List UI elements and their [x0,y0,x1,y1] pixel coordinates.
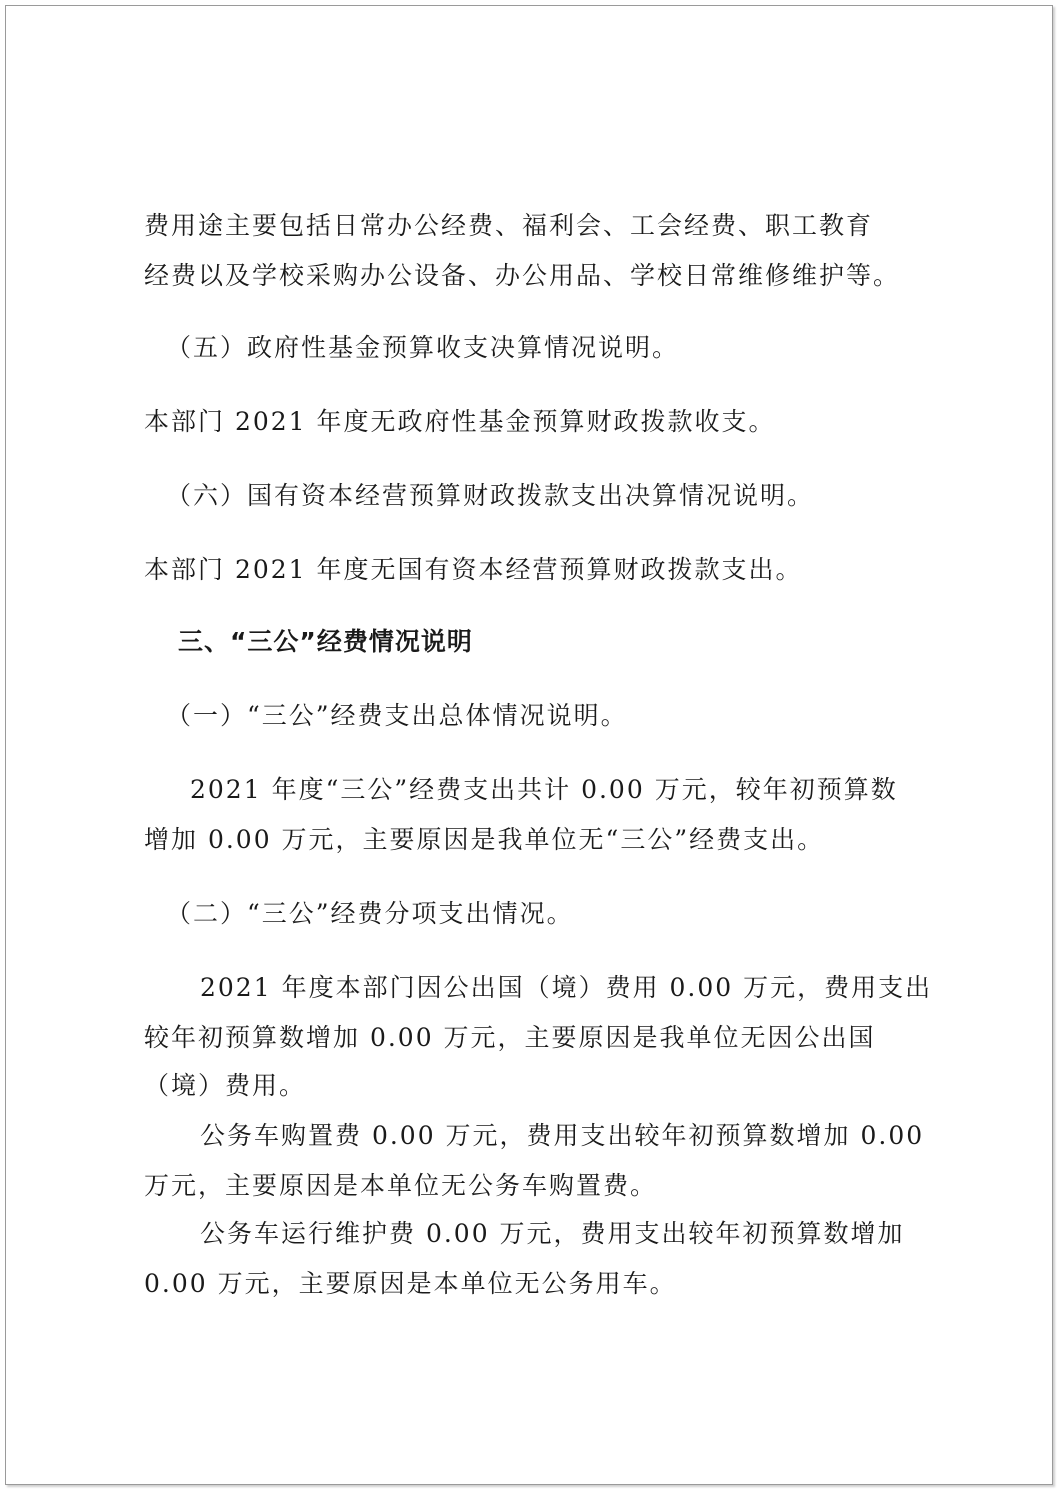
text-line: 增加 0.00 万元，主要原因是我单位无“三公”经费支出。 [144,825,825,854]
section-subheading: （一）“三公”经费支出总体情况说明。 [166,701,628,730]
text-line: （境）费用。 [144,1071,307,1100]
text-line: 2021 年度“三公”经费支出共计 0.00 万元，较年初预算数 [190,775,898,804]
section-heading: 三、“三公”经费情况说明 [178,627,473,656]
text-line: 公务车购置费 0.00 万元，费用支出较年初预算数增加 0.00 [200,1121,925,1150]
text-line: 本部门 2021 年度无国有资本经营预算财政拨款支出。 [144,555,803,584]
text-line: 万元，主要原因是本单位无公务车购置费。 [144,1171,658,1200]
text-line: 较年初预算数增加 0.00 万元，主要原因是我单位无因公出国 [144,1023,876,1052]
text-line: 本部门 2021 年度无政府性基金预算财政拨款收支。 [144,407,776,436]
document-page [5,5,1053,1485]
section-subheading: （五）政府性基金预算收支决算情况说明。 [166,333,680,362]
text-line: 经费以及学校采购办公设备、办公用品、学校日常维修维护等。 [144,261,901,290]
text-line: 2021 年度本部门因公出国（境）费用 0.00 万元，费用支出 [200,973,933,1002]
text-line: 公务车运行维护费 0.00 万元，费用支出较年初预算数增加 [200,1219,905,1248]
section-subheading: （二）“三公”经费分项支出情况。 [166,899,574,928]
section-subheading: （六）国有资本经营预算财政拨款支出决算情况说明。 [166,481,815,510]
text-line: 0.00 万元，主要原因是本单位无公务用车。 [144,1269,677,1298]
text-line: 费用途主要包括日常办公经费、福利会、工会经费、职工教育 [144,211,874,240]
